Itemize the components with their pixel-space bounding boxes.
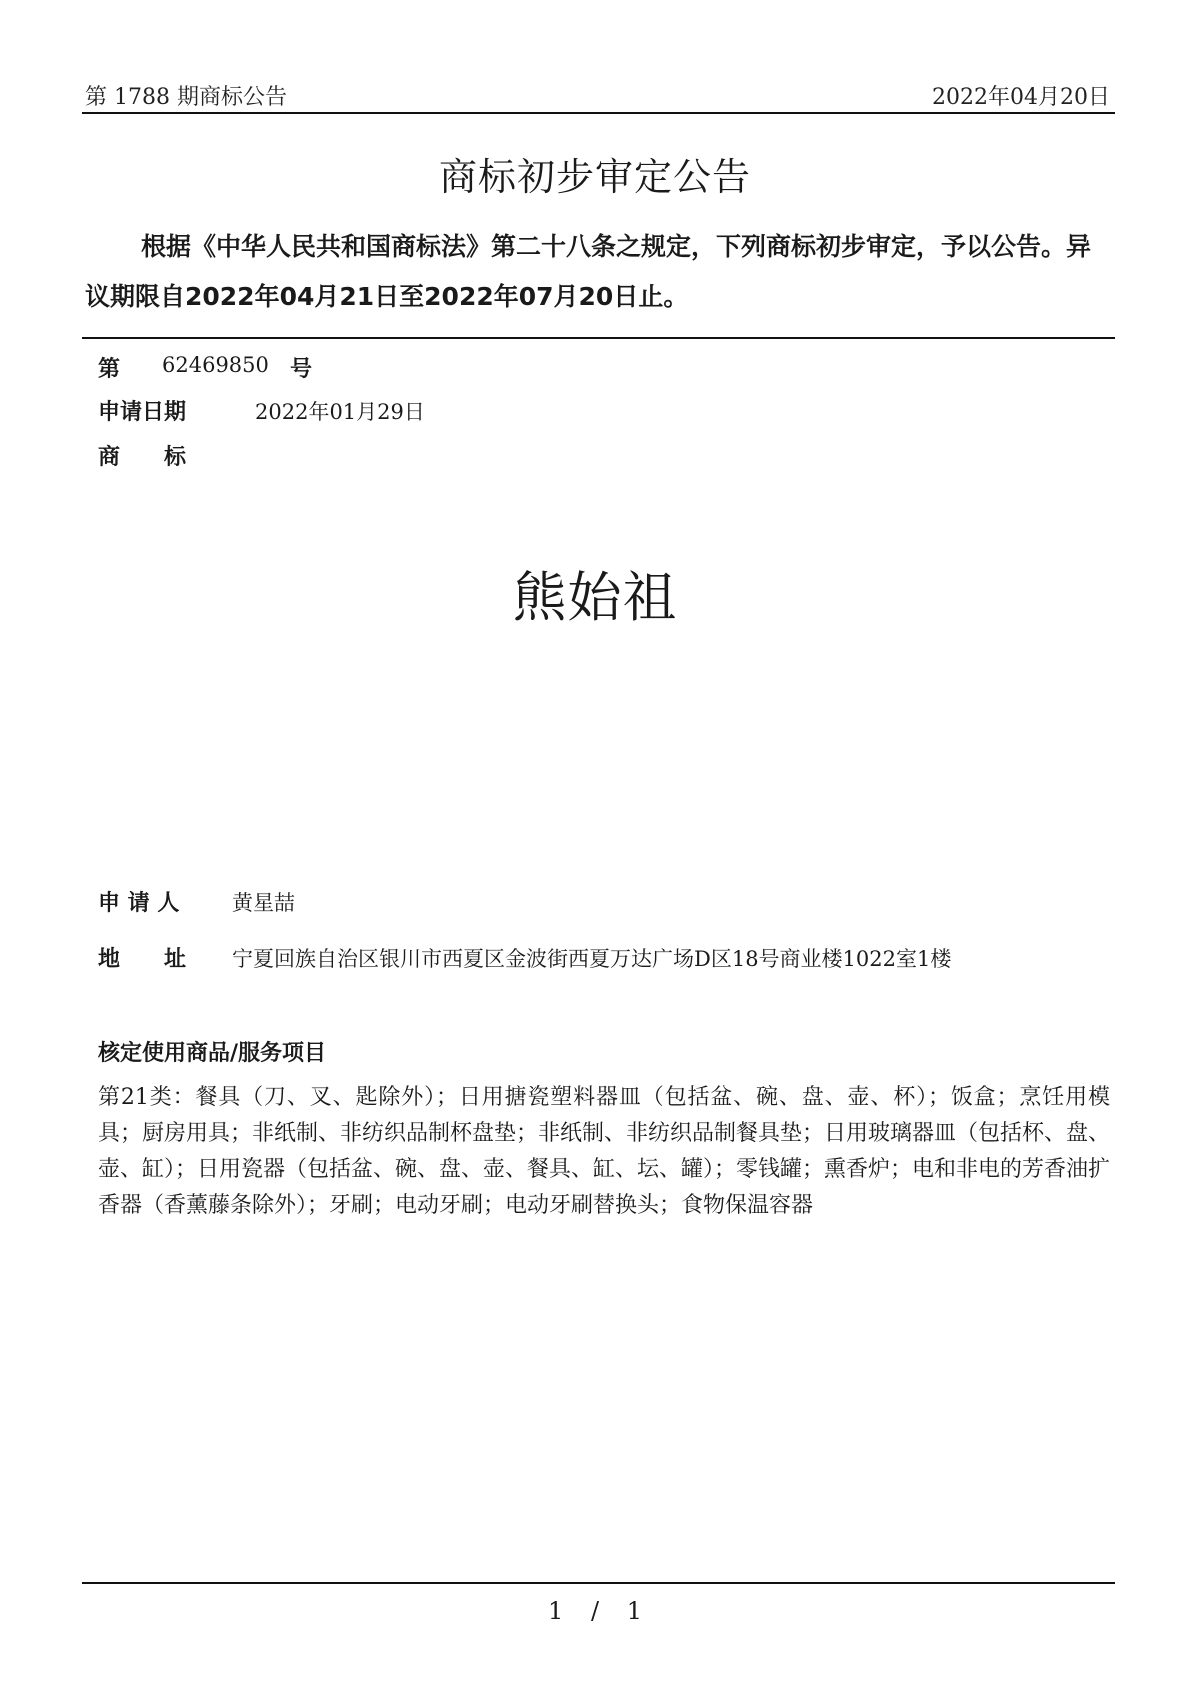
page-number	[0, 1597, 1190, 1625]
filing-date: 2022年01月29日	[255, 400, 425, 424]
registration-number-prefix: 第	[98, 357, 121, 382]
total-pages: 1	[626, 1597, 642, 1625]
page-title: 商标初步审定公告	[438, 155, 751, 199]
goods-services-heading: 核定使用商品/服务项目	[98, 1041, 327, 1066]
applicant-name: 黄星喆	[232, 891, 295, 915]
page-separator: /	[590, 1597, 600, 1625]
address-label: 地 址	[98, 947, 187, 972]
header-rule	[82, 112, 1115, 114]
filing-date-label: 申请日期	[98, 400, 187, 425]
footer-rule	[82, 1582, 1115, 1584]
applicant-label: 申 请 人	[98, 891, 180, 916]
applicant-address: 宁夏回族自治区银川市西夏区金波街西夏万达广场D区18号商业楼1022室1楼	[232, 947, 952, 971]
registration-number: 62469850	[162, 353, 269, 377]
trademark-image: 熊始祖	[512, 566, 678, 629]
issue-number: 第 1788 期商标公告	[85, 85, 287, 110]
goods-services-list: 第21类：餐具（刀、叉、匙除外）；日用搪瓷塑料器皿（包括盆、碗、盘、壶、杯）；饭盒；烹饪用模具；厨房用具；非纸制、非纺织品制杯盘垫；非纸制、非纺织品制餐具垫；日用玻璃器皿（包括杯、盘、壶、缸）；日用瓷器（包括盆、碗、盘、壶、餐具、缸、坛、罐）；零钱罐；熏香炉；电和非电的芳香油扩香器（香薰藤条除外）；牙刷；电动牙刷；电动牙刷替换头；食物保温容器	[98, 1085, 1111, 1218]
publication-date: 2022年04月20日	[932, 85, 1110, 110]
intro-rule	[82, 337, 1115, 339]
registration-number-suffix: 号	[290, 357, 313, 382]
current-page: 1	[548, 1597, 564, 1625]
announcement-intro: 根据《中华人民共和国商标法》第二十八条之规定，下列商标初步审定，予以公告。异议期限自2022年04月21日至2022年07月20日止。	[85, 232, 1092, 311]
trademark-label: 商 标	[98, 445, 187, 470]
